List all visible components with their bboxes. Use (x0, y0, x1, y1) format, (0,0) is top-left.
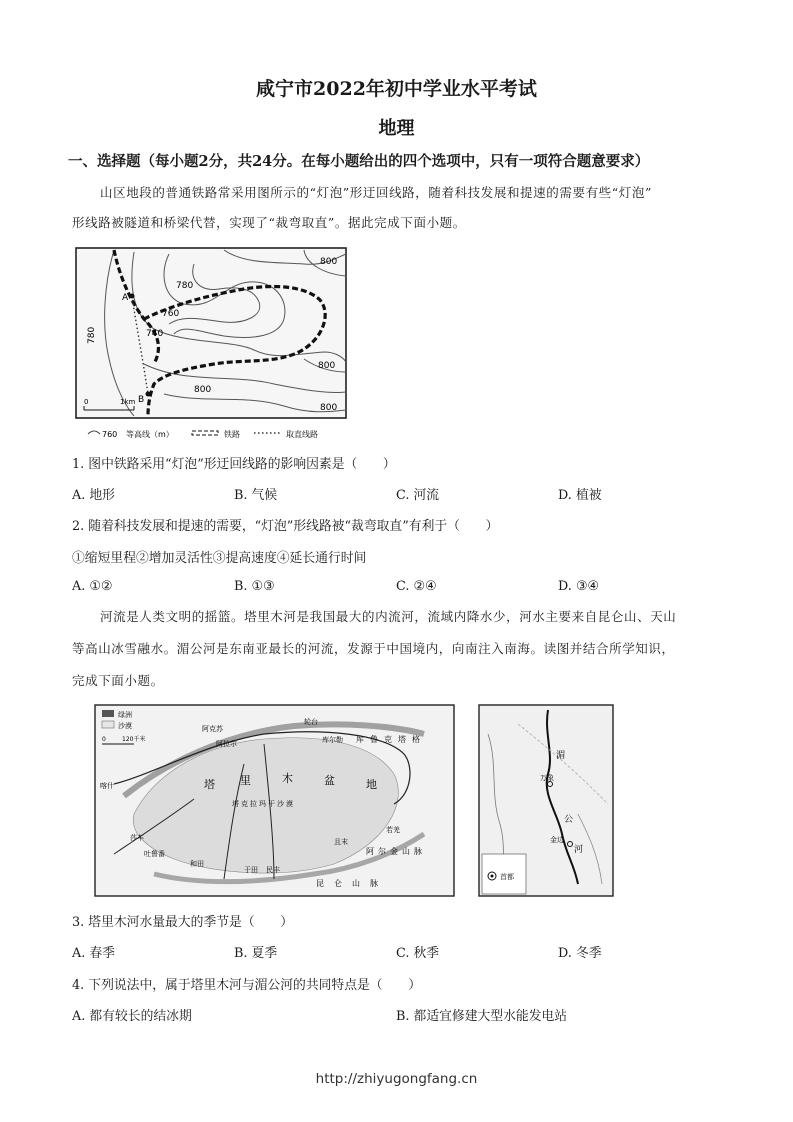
legend-desert-swatch (102, 721, 114, 728)
q3-option-a[interactable]: A. 春季 (72, 946, 115, 961)
q2-option-d[interactable]: D. ③④ (558, 579, 599, 594)
q2-option-a[interactable]: A. ①② (72, 579, 113, 594)
legend-contour-label: 等高线（m） (126, 430, 174, 439)
svg-text:于田: 于田 (244, 866, 258, 874)
svg-text:轮台: 轮台 (304, 718, 318, 726)
svg-text:0: 0 (102, 736, 106, 743)
q4-option-a[interactable]: A. 都有较长的结冰期 (72, 1009, 192, 1024)
contour-label-760: 760 (162, 309, 180, 319)
contour-label-780: 780 (176, 281, 194, 291)
svg-text:且末: 且末 (334, 838, 348, 846)
svg-text:木: 木 (282, 772, 293, 785)
contour-label-800d: 800 (320, 403, 338, 413)
svg-text:地: 地 (366, 778, 377, 791)
q3-stem: 3. 塔里木河水量最大的季节是（ ） (72, 915, 294, 930)
legend-contour-sample: 760 (102, 430, 118, 439)
svg-text:万象: 万象 (540, 774, 554, 782)
passage2-line3: 完成下面小题。 (72, 673, 164, 688)
q3-option-c[interactable]: C. 秋季 (396, 946, 440, 961)
svg-text:河: 河 (574, 845, 584, 855)
svg-text:里: 里 (240, 774, 251, 787)
q1-stem: 1. 图中铁路采用“灯泡”形迂回线路的影响因素是（ ） (72, 457, 396, 472)
svg-text:120千米: 120千米 (122, 736, 146, 743)
contour-label-780b: 780 (87, 326, 97, 344)
capital-legend: 首都 (500, 873, 514, 881)
legend-straight-label: 取直线路 (286, 430, 318, 439)
svg-text:湄: 湄 (556, 751, 566, 761)
q2-choices: ①缩短里程②增加灵活性③提高速度④延长通行时间 (72, 551, 367, 566)
point-a-marker (130, 294, 135, 299)
svg-text:库鲁克塔格: 库鲁克塔格 (356, 735, 426, 744)
q3-option-d[interactable]: D. 冬季 (558, 946, 602, 961)
point-b-marker (146, 392, 151, 397)
passage1-line1: 山区地段的普通铁路常采用图所示的“灯泡”形迂回线路，随着科技发展和提速的需要有些“灯泡” (100, 185, 652, 200)
subject-title: 地理 (378, 118, 415, 139)
legend-rail-icon (192, 431, 218, 435)
scale-end: 1km (120, 398, 136, 406)
svg-text:昆仑山脉: 昆仑山脉 (316, 879, 388, 888)
contour-label-800b: 800 (194, 385, 212, 395)
scale-start: 0 (84, 398, 89, 406)
q1-option-b[interactable]: B. 气候 (234, 488, 278, 503)
svg-text:公: 公 (564, 815, 574, 825)
contour-label-740: 740 (146, 329, 164, 339)
legend-rail-label: 铁路 (224, 430, 240, 439)
passage2-line2: 等高山冰雪融水。湄公河是东南亚最长的河流，发源于中国境内，向南注入南海。读图并结合所学知识， (72, 641, 675, 656)
footer-url[interactable]: http://zhiyugongfang.cn (315, 1071, 478, 1087)
legend-contour-icon (88, 431, 100, 434)
q2-option-c[interactable]: C. ②④ (396, 579, 437, 594)
svg-text:吐鲁番: 吐鲁番 (144, 850, 165, 858)
q1-option-d[interactable]: D. 植被 (558, 488, 602, 503)
passage1-line2: 形线路被隧道和桥梁代替，实现了“裁弯取直”。据此完成下面小题。 (72, 215, 466, 230)
section-heading: 一、选择题（每小题2分，共24分。在每小题给出的四个选项中，只有一项符合题意要求） (68, 153, 650, 170)
q4-stem: 4. 下列说法中，属于塔里木河与湄公河的共同特点是（ ） (72, 978, 421, 993)
contour-label-800: 800 (320, 257, 338, 267)
q3-option-b[interactable]: B. 夏季 (234, 946, 278, 961)
railway-contour-map (74, 244, 354, 444)
svg-text:阿拉尔: 阿拉尔 (216, 740, 237, 748)
svg-text:盆: 盆 (324, 774, 335, 787)
legend-oasis-swatch (102, 710, 114, 717)
svg-text:阿尔金山脉: 阿尔金山脉 (366, 847, 426, 856)
q2-stem: 2. 随着科技发展和提速的需要，“灯泡”形线路被“裁弯取直”有利于（ ） (72, 519, 499, 534)
svg-text:金边: 金边 (550, 836, 564, 844)
q2-option-b[interactable]: B. ①③ (234, 579, 275, 594)
legend-desert: 沙漠 (118, 722, 132, 730)
svg-text:塔: 塔 (204, 778, 215, 791)
svg-text:塔克拉玛干沙漠: 塔克拉玛干沙漠 (232, 800, 295, 808)
exam-title: 咸宁市2022年初中学业水平考试 (256, 78, 537, 100)
svg-text:库尔勒: 库尔勒 (322, 736, 343, 744)
svg-text:莎车: 莎车 (130, 834, 144, 842)
tarim-basin-map (94, 704, 456, 898)
svg-text:若羌: 若羌 (386, 826, 400, 834)
svg-text:喀什: 喀什 (100, 782, 114, 790)
point-a-label: A (122, 293, 129, 303)
q1-option-c[interactable]: C. 河流 (396, 488, 440, 503)
svg-text:阿克苏: 阿克苏 (202, 725, 223, 733)
q1-option-a[interactable]: A. 地形 (72, 488, 115, 503)
svg-text:和田: 和田 (190, 860, 204, 868)
passage2-line1: 河流是人类文明的摇篮。塔里木河是我国最大的内流河，流域内降水少，河水主要来自昆仑山、天山 (100, 609, 677, 624)
svg-text:民丰: 民丰 (266, 866, 280, 874)
contour-label-800c: 800 (318, 361, 336, 371)
legend-oasis: 绿洲 (118, 711, 132, 719)
mekong-river-map (478, 704, 614, 898)
q4-option-b[interactable]: B. 都适宜修建大型水能发电站 (396, 1009, 568, 1024)
point-b-label: B (138, 395, 145, 405)
